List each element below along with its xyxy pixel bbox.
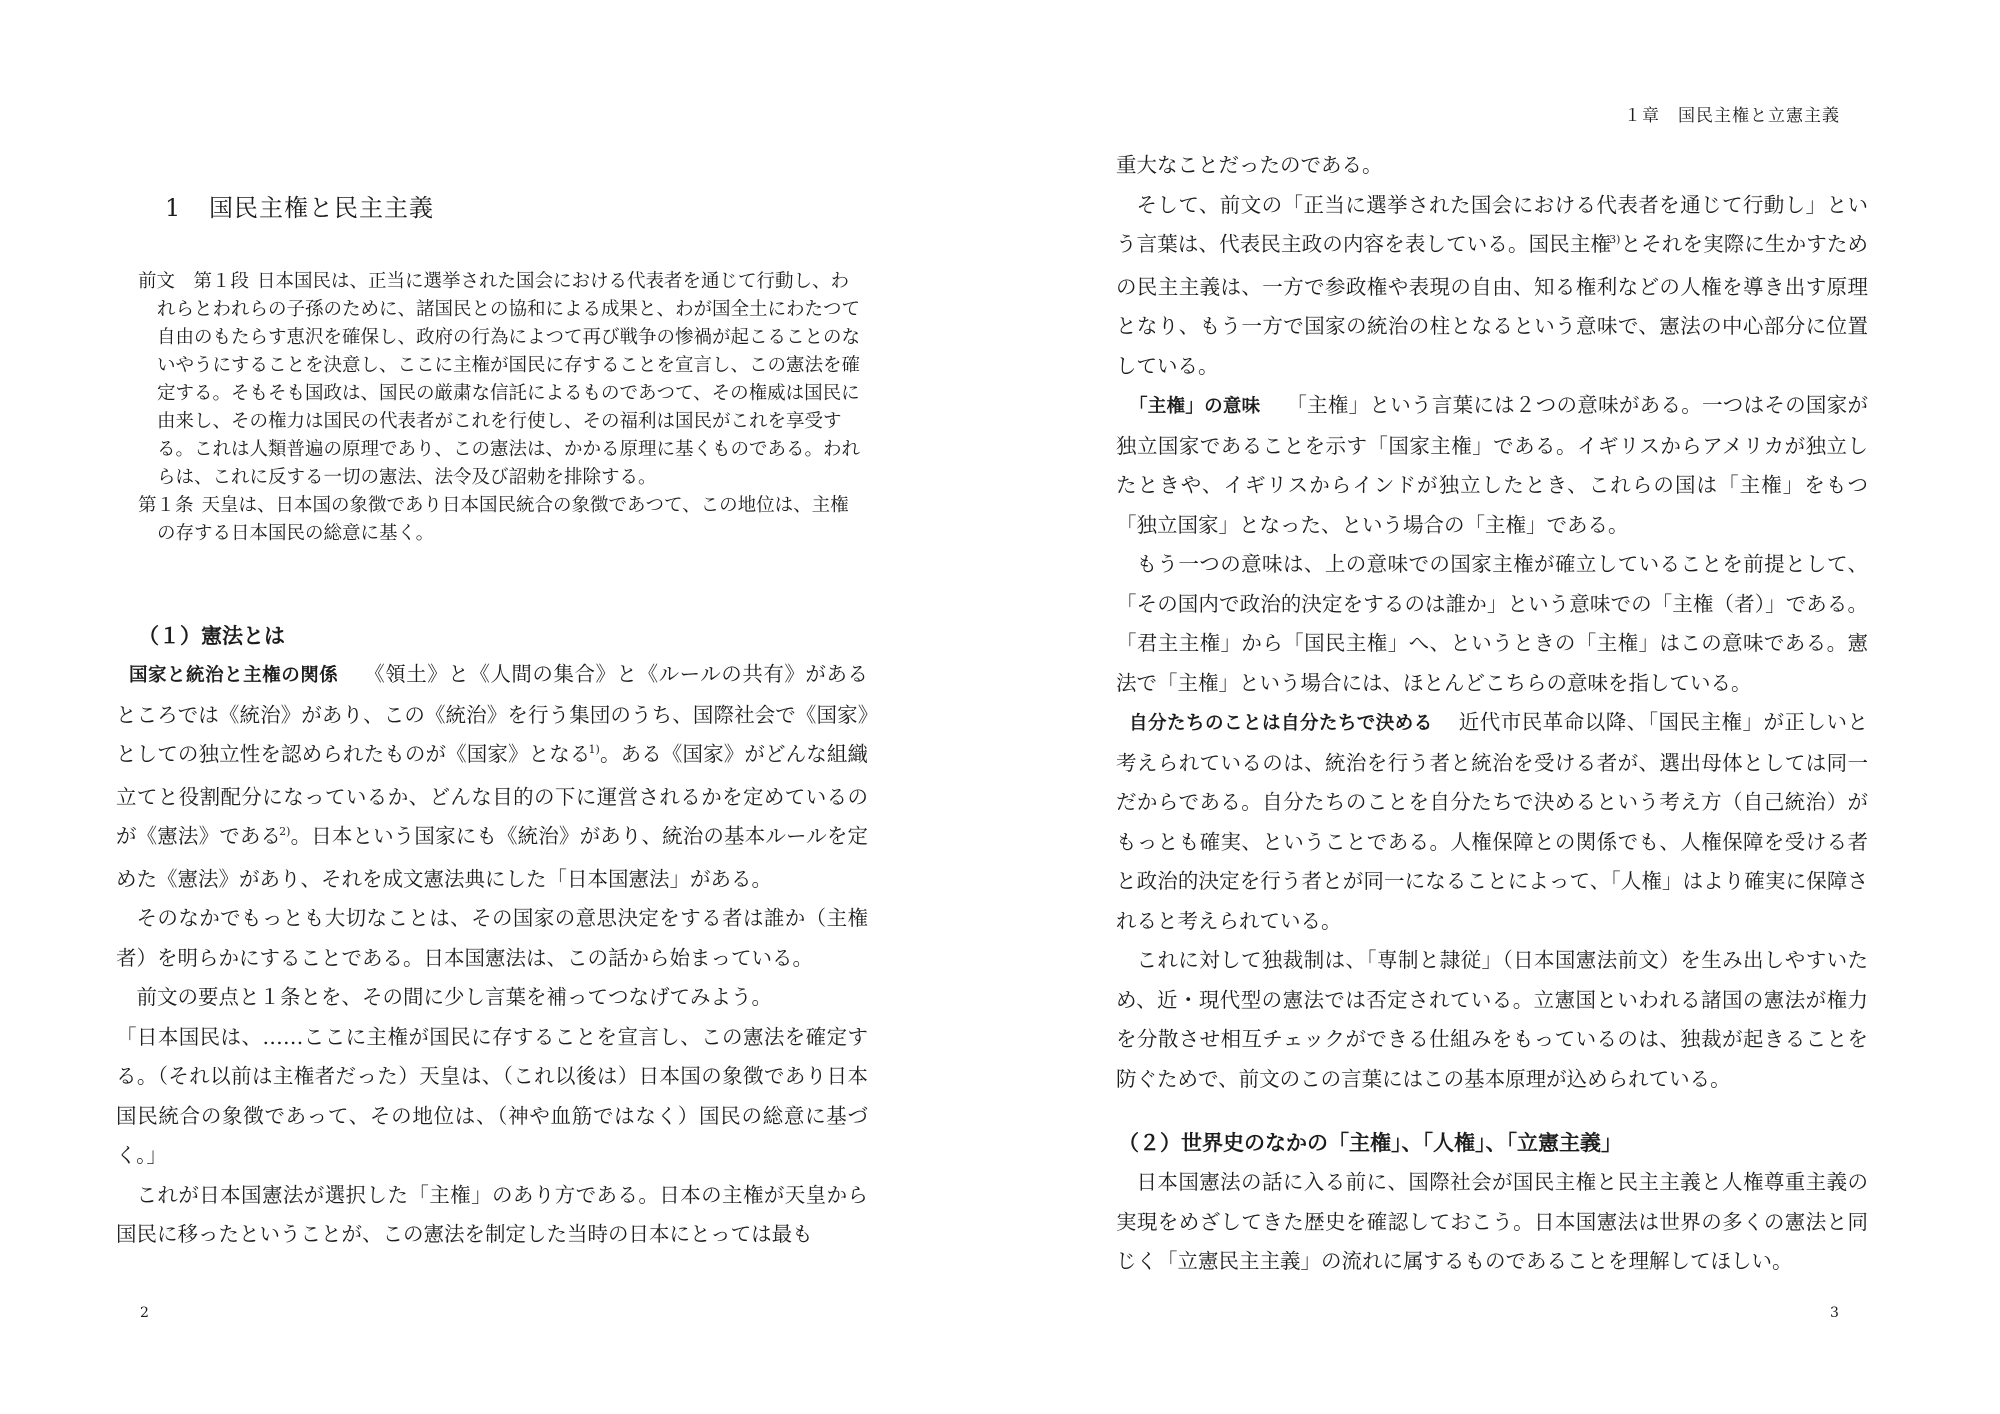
paragraph: もう一つの意味は、上の意味での国家主権が確立していることを前提として、「その国内で政治的決定をするのは誰か」という意味での「主権（者）」である。「君主主権」から「国民主権」へ、というときの「主権」はこの意味である。憲法で「主権」という場合には、ほとんどこちらの意味を指している。 — [1116, 552, 1868, 695]
provision-text: 天皇は、日本国の象徴であり日本国民統合の象徴であつて、この地位は、主権の存する日本国民の総意に基く。 — [157, 495, 849, 544]
paragraph-text: 。ある《国家》がどんな組織立てと役割配分になっているか、どんな目的の下に運営されるかを定めているのが《憲法》である — [116, 742, 869, 848]
paragraph-text: 近代市民革命以降、「国民主権」が正しいと考えられているのは、統治を行う者と統治を受ける者が、選出母体としては同一だからである。自分たちのことを自分たちで決めるという考え方（自己統治）がもっとも確実、ということである。人権保障との関係でも、人権保障を受ける者と政治的決定を行う者とが同一になることによって、「人権」はより確実に保障されると考えられている。 — [1116, 710, 1868, 933]
paragraph: これが日本国憲法が選択した「主権」のあり方である。日本の主権が天皇から国民に移ったということが、この憲法を制定した当時の日本にとっては最も — [116, 1182, 868, 1246]
section-title — [165, 188, 434, 223]
body-text-left — [116, 655, 868, 1255]
provision-text: 日本国民は、正当に選挙された国会における代表者を通じて行動し、われらとわれらの子孫のために、諸国民との協和による成果と、わが国全土にわたつて自由のもたらす恵沢を確保し、政府の行為によつて再び戦争の惨禍が起こることのないやうにすることを決意し、ここに主権が国民に存することを宣言し、この憲法を確定する。そもそも国政は、国民の厳粛な信託によるものであつて、その権威は国民に由来し、その権力は国民の代表者がこれを行使し、その福利は国民がこれを享受する。これは人類普遍の原理であり、この憲法は、かかる原理に基くものである。われらは、これに反する一切の憲法、法令及び詔勅を排除する。 — [157, 271, 861, 488]
right-page — [1000, 0, 2000, 1414]
subsection-heading-1: （１）憲法とは — [138, 624, 285, 648]
runin-heading: 国家と統治と主権の関係 — [128, 665, 339, 686]
body-text-right — [1116, 146, 1868, 1099]
provision-preamble — [138, 268, 866, 492]
paragraph — [1116, 703, 1868, 941]
subsection-heading-2: （２）世界史のなかの「主権」、「人権」、「立憲主義」 — [1118, 1131, 1622, 1155]
section-number: 1 — [165, 194, 182, 222]
paragraph: そのなかでもっとも大切なことは、その国家の意思決定をする者は誰か（主権者）を明らかにすることである。日本国憲法は、この話から始まっている。 — [116, 906, 868, 970]
paragraph-text: 《領土》と《人間の集合》と《ルールの共有》があるところでは《統治》があり、この《統治》を行う集団のうち、国際社会で《国家》としての独立性を認められたものが《国家》となる — [116, 662, 868, 766]
provision-label: 第１条 — [138, 495, 194, 516]
paragraph-text: とそれを実際に生かすための民主主義は、一方で参政権や表現の自由、知る権利などの人権を導き出す原理となり、もう一方で国家の統治の柱となるという意味で、憲法の中心部分に位置している。 — [1116, 232, 1869, 378]
paragraph: これに対して独裁制は、「専制と隷従」（日本国憲法前文）を生み出しやすいため、近・現代型の憲法では否定されている。立憲国といわれる諸国の憲法が権力を分散させ相互チェックができる仕組みをもっているのは、独裁が起きることを防ぐためで、前文のこの言葉にはこの基本原理が込められている。 — [1116, 948, 1868, 1091]
paragraph: 前文の要点と１条とを、その間に少し言葉を補ってつなげてみよう。 — [136, 985, 772, 1009]
paragraph — [1116, 386, 1868, 545]
paragraph-text: 「主権」という言葉には２つの意味がある。一つはその国家が独立国家であることを示す「国家主権」である。イギリスからアメリカが独立したときや、イギリスからインドが独立したとき、これらの国は「主権」をもつ「独立国家」となった、という場合の「主権」である。 — [1116, 393, 1868, 537]
page-number: 2 — [140, 1305, 149, 1321]
paragraph: 重大なことだったのである。 — [1116, 153, 1383, 177]
footnote-ref-2: 2) — [279, 825, 291, 839]
quoted-paragraph: 「日本国民は、……ここに主権が国民に存することを宣言し、この憲法を確定する。（それ以前は主権者だった）天皇は、（これ以後は）日本国の象徴であり日本国民統合の象徴であって、その地位は、（神や血筋ではなく）国民の総意に基づく。」 — [116, 1024, 868, 1167]
runin-heading: 「主権」の意味 — [1128, 396, 1261, 417]
provision-article-1 — [138, 492, 866, 548]
paragraph-text: 。日本という国家にも《統治》があり、統治の基本ルールを定めた《憲法》があり、それを成文憲法典にした「日本国憲法」がある。 — [116, 824, 868, 891]
footnote-ref-3: 3) — [1609, 233, 1621, 247]
paragraph — [116, 655, 868, 899]
paragraph — [1116, 186, 1868, 387]
constitution-excerpt — [138, 268, 866, 548]
provision-label: 前文 第１段 — [138, 271, 250, 292]
footnote-ref-1: 1) — [588, 743, 600, 757]
section-title-text: 国民主権と民主主義 — [209, 194, 434, 222]
paragraph: 日本国憲法の話に入る前に、国際社会が国民主権と民主主義と人権尊重主義の実現をめざしてきた歴史を確認しておこう。日本国憲法は世界の多くの憲法と同じく「立憲民主主義」の流れに属するものであることを理解してほしい。 — [1116, 1170, 1868, 1273]
runin-heading: 自分たちのことは自分たちで決める — [1128, 713, 1433, 734]
paragraph-text: そして、前文の「正当に選挙された国会における代表者を通じて行動し」という言葉は、代表民主政の内容を表している。国民主権 — [1116, 192, 1868, 256]
page-number: 3 — [1830, 1305, 1839, 1321]
running-head: １章 国民主権と立憲主義 — [1624, 106, 1840, 126]
body-text-right-bottom — [1116, 1163, 1868, 1282]
